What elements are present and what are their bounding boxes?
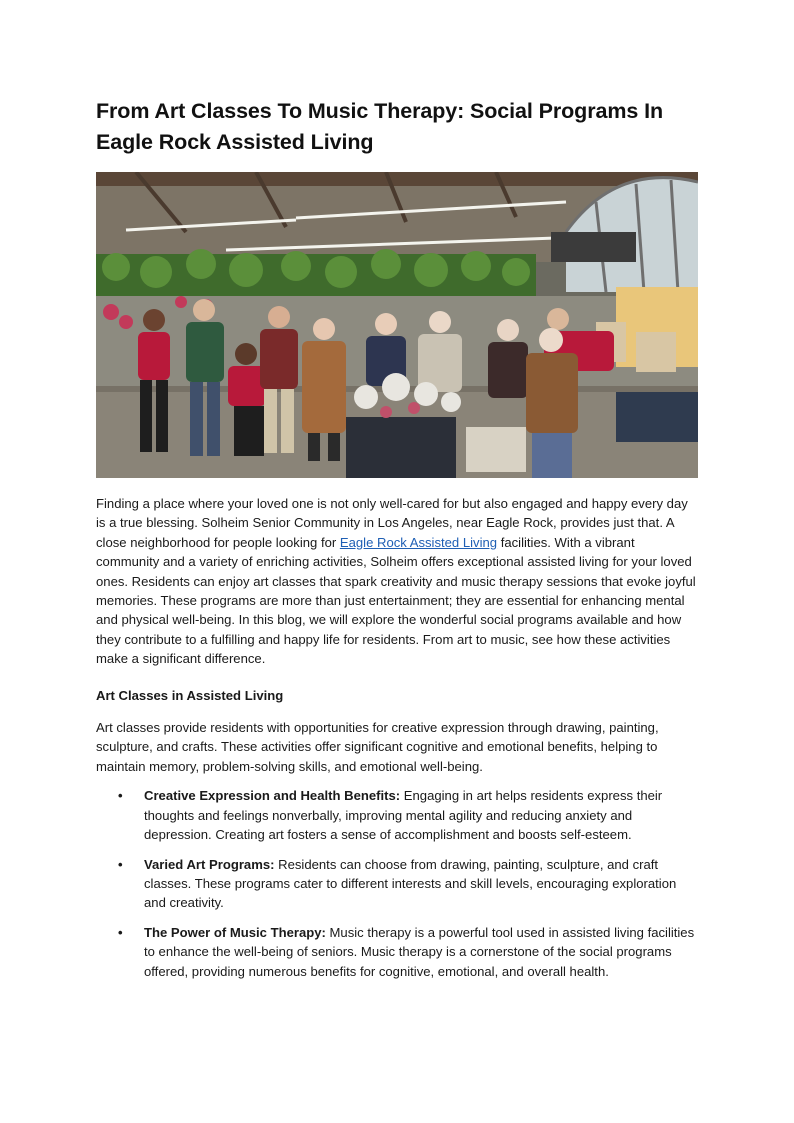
group-photo xyxy=(96,172,698,478)
list-item xyxy=(118,786,698,844)
document-page xyxy=(96,96,698,991)
list-item-text: Residents can choose from drawing, painting, sculpture, and craft classes. These programs cater to different interests and skill levels, encouraging exploration and creativity. xyxy=(144,856,677,911)
intro-text-before-link: Finding a place where your loved one is not only well-cared for but also engaged and happy every day is a true blessing. Solheim Senior Community in Los Angeles, near Eagle Rock, provides just that. A close neighborhood for people looking for xyxy=(96,496,688,550)
article-title: From Art Classes To Music Therapy: Social Programs In Eagle Rock Assisted Living xyxy=(96,99,663,154)
list-item xyxy=(118,855,698,913)
list-item-title: Creative Expression and Health Benefits: xyxy=(144,788,401,804)
group-photo-illustration xyxy=(96,172,698,478)
benefits-list xyxy=(96,786,698,981)
list-item-text: Engaging in art helps residents express their thoughts and feelings nonverbally, improving mental agility and reducing anxiety and depression. Creating art fosters a sense of accomplishment and boosts self-esteem. xyxy=(144,788,663,843)
section-body: Art classes provide residents with opportunities for creative expression through drawing, painting, sculpture, and crafts. These activities offer significant cognitive and emotional benefits, helping to maintain memory, problem-solving skills, and emotional well-being. xyxy=(96,720,659,774)
bullet-marker: • xyxy=(118,856,123,872)
list-item-text: Music therapy is a powerful tool used in assisted living facilities to enhance the well-being of seniors. Music therapy is a cornerstone of the social programs offered, providing numerous benefits for cognitive, emotional, and overall health. xyxy=(144,924,695,979)
list-item xyxy=(118,923,698,981)
list-item-title: The Power of Music Therapy: xyxy=(144,924,326,940)
intro-text-after-link: facilities. With a vibrant community and a variety of enriching activities, Solheim offers exceptional assisted living for your loved ones. Residents can enjoy art classes that spark creativity and music therapy sessions that evoke joyful memories. These programs are more than just entertainment; they are essential for enhancing mental and physical well-being. In this blog, we will explore the wonderful social programs available and how they contribute to a fulfilling and happy life for residents. From art to music, see how these activities make a significant difference. xyxy=(96,534,696,667)
eagle-rock-assisted-living-link[interactable]: Eagle Rock Assisted Living xyxy=(339,534,498,550)
list-item-title: Varied Art Programs: xyxy=(144,856,275,872)
bullet-marker: • xyxy=(118,788,123,804)
bullet-marker: • xyxy=(118,924,123,940)
section-heading: Art Classes in Assisted Living xyxy=(96,687,284,703)
intro-paragraph xyxy=(96,494,698,669)
